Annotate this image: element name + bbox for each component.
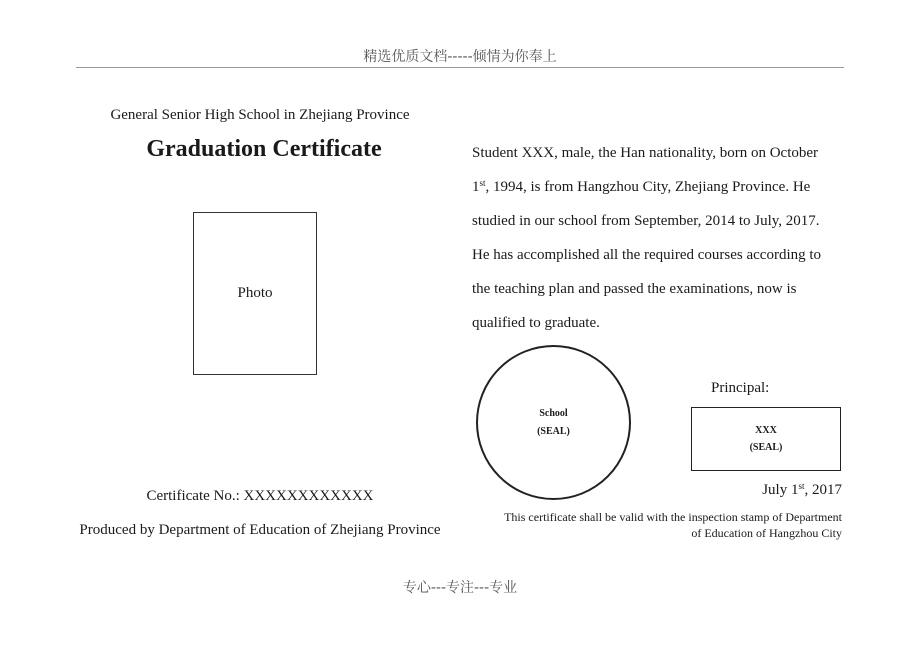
certificate-number: Certificate No.: XXXXXXXXXXXX [146, 488, 374, 504]
header-divider [76, 67, 844, 68]
body-line-rest: , 1994, is from Hangzhou City, Zhejiang Province. He [485, 179, 811, 195]
validity-line: of Education of Hangzhou City [691, 526, 842, 540]
ordinal-suffix: st [479, 178, 486, 188]
issue-date [700, 482, 842, 499]
photo-placeholder [193, 212, 317, 375]
date-ordinal: st [798, 481, 805, 491]
certificate-title: Graduation Certificate [146, 136, 382, 162]
principal-seal-name: XXX [755, 425, 777, 436]
school-name: General Senior High School in Zhejiang Province [110, 107, 410, 123]
body-line-start: 1 [472, 179, 480, 195]
body-line [472, 170, 844, 204]
school-seal-label: School [539, 407, 568, 419]
produced-by: Produced by Department of Education of Zhejiang Province [79, 522, 441, 538]
principal-seal [691, 407, 841, 471]
date-start: July 1 [762, 482, 799, 498]
body-line: He has accomplished all the required courses according to [472, 247, 822, 263]
principal-label: Principal: [711, 380, 770, 396]
validity-note [440, 509, 842, 541]
page-footer: 专心---专注---专业 [402, 580, 518, 596]
photo-label: Photo [237, 285, 273, 301]
principal-seal-mark: (SEAL) [749, 442, 783, 453]
school-seal [476, 345, 631, 500]
page-header: 精选优质文档-----倾情为你奉上 [363, 49, 557, 65]
date-end: , 2017 [804, 482, 842, 498]
certificate-body [472, 136, 844, 340]
body-line: studied in our school from September, 2014 to July, 2017. [472, 213, 820, 229]
validity-line: This certificate shall be valid with the inspection stamp of Department [504, 510, 842, 524]
school-seal-mark: (SEAL) [537, 425, 570, 437]
body-line: qualified to graduate. [472, 315, 600, 331]
body-line: the teaching plan and passed the examinations, now is [472, 281, 797, 297]
body-line: Student XXX, male, the Han nationality, born on October [472, 145, 819, 161]
